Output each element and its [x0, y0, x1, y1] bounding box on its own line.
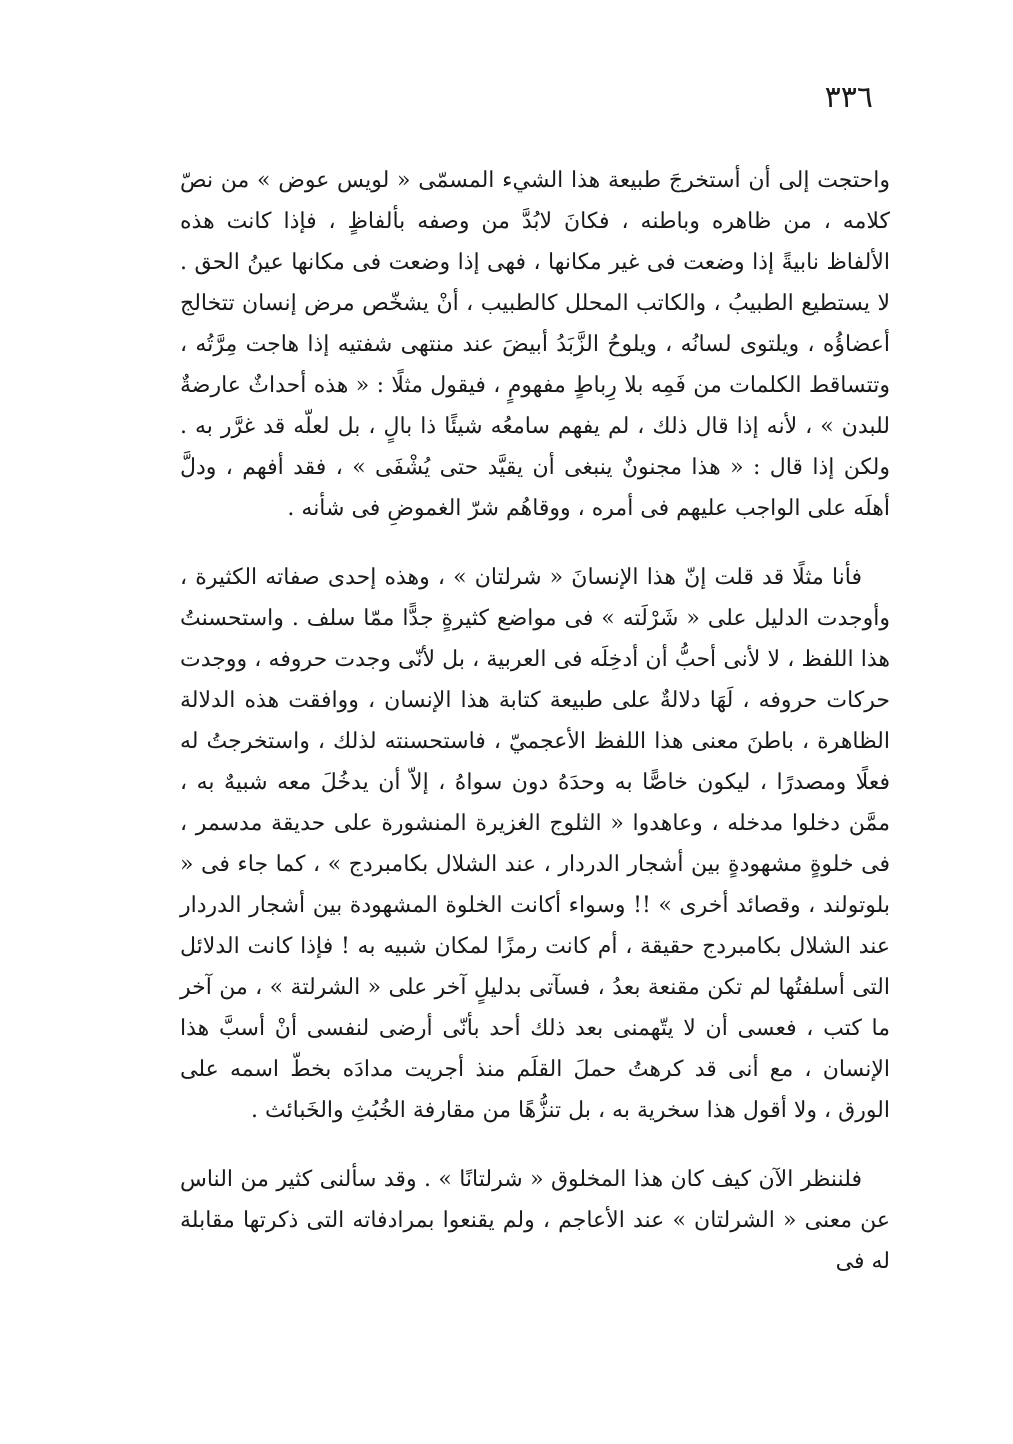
page-body — [180, 160, 890, 1282]
page-number: ٣٣٦ — [824, 80, 873, 115]
paragraph-1: واحتجت إلى أن أستخرجَ طبيعة هذا الشيء المسمّى « لويس عوض » من نصّ كلامه ، من ظاهره وباطنه ، فكانَ لابُدَّ من وصفه بألفاظٍ ، فإذا كانت هذه الألفاظ نابيةً إذا وضعت فى غير مكانها ، فهى إذا وضعت فى مكانها عينُ الحق . لا يستطيع الطبيبُ ، والكاتب المحلل كالطبيب ، أنْ يشخّص مرض إنسان تتخالج أعضاؤُه ، ويلتوى لسانُه ، ويلوحُ الزَّبَدُ أبيضَ عند منتهى شفتيه إذا هاجت مِرَّتُه ، وتتساقط الكلمات من فَمِه بلا رِباطٍ مفهومٍ ، فيقول مثلًا : « هذه أحداثٌ عارضةٌ للبدن » ، لأنه إذا قال ذلك ، لم يفهم سامعُه شيئًا ذا بالٍ ، بل لعلّه قد غرَّر به . ولكن إذا قال : « هذا مجنونٌ ينبغى أن يقيَّد حتى يُشْفَى » ، فقد أفهم ، ودلَّ أهلَه على الواجب عليهم فى أمره ، ووقاهُم شرّ الغموضِ فى شأنه . — [180, 168, 890, 521]
paragraph-3: فلننظر الآن كيف كان هذا المخلوق « شرلتانًا » . وقد سألنى كثير من الناس عن معنى « الشرلتان » عند الأعاجم ، ولم يقنعوا بمرادفاته التى ذكرتها مقابلة له فى — [180, 1167, 890, 1274]
paragraph-2: فأنا مثلًا قد قلت إنّ هذا الإنسانَ « شرلتان » ، وهذه إحدى صفاته الكثيرة ، وأوجدت الدليل على « شَرْلَته » فى مواضع كثيرةٍ جدًّا ممّا سلف . واستحسنتُ هذا اللفظ ، لا لأنى أحبُّ أن أدخِلَه فى العربية ، بل لأنّى وجدت حروفه ، ووجدت حركات حروفه ، لَهَا دلالةٌ على طبيعة كتابة هذا الإنسان ، ووافقت هذه الدلالة الظاهرة ، باطنَ معنى هذا اللفظ الأعجميّ ، فاستحسنته لذلك ، واستخرجتُ له فعلًا ومصدرًا ، ليكون خاصًّا به وحدَهُ دون سواهُ ، إلاّ أن يدخُلَ معه شبيهٌ به ، ممَّن دخلوا مدخله ، وعاهدوا « الثلوج الغزيرة المنشورة على حديقة مدسمر ، فى خلوةٍ مشهودةٍ بين أشجار الدردار ، عند الشلال بكامبردج » ، كما جاء فى « بلوتولند ، وقصائد أخرى » !! وسواء أكانت الخلوة المشهودة بين أشجار الدردار عند الشلال بكامبردج حقيقة ، أم كانت رمزًا لمكان شبيه به ! فإذا كانت الدلائل التى أسلفتُها لم تكن مقنعة بعدُ ، فسآتى بدليلٍ آخر على « الشرلتة » ، من آخر ما كتب ، فعسى أن لا يتّهمنى بعد ذلك أحد بأنّى أرضى لنفسى أنْ أسبَّ هذا الإنسان ، مع أنى قد كرهتُ حملَ القلَم منذ أجريت مدادَه بخطّ اسمه على الورق ، ولا أقول هذا سخرية به ، بل تنزُّهًا من مقارفة الخُبُثِ والخَبائث . — [180, 565, 890, 1123]
